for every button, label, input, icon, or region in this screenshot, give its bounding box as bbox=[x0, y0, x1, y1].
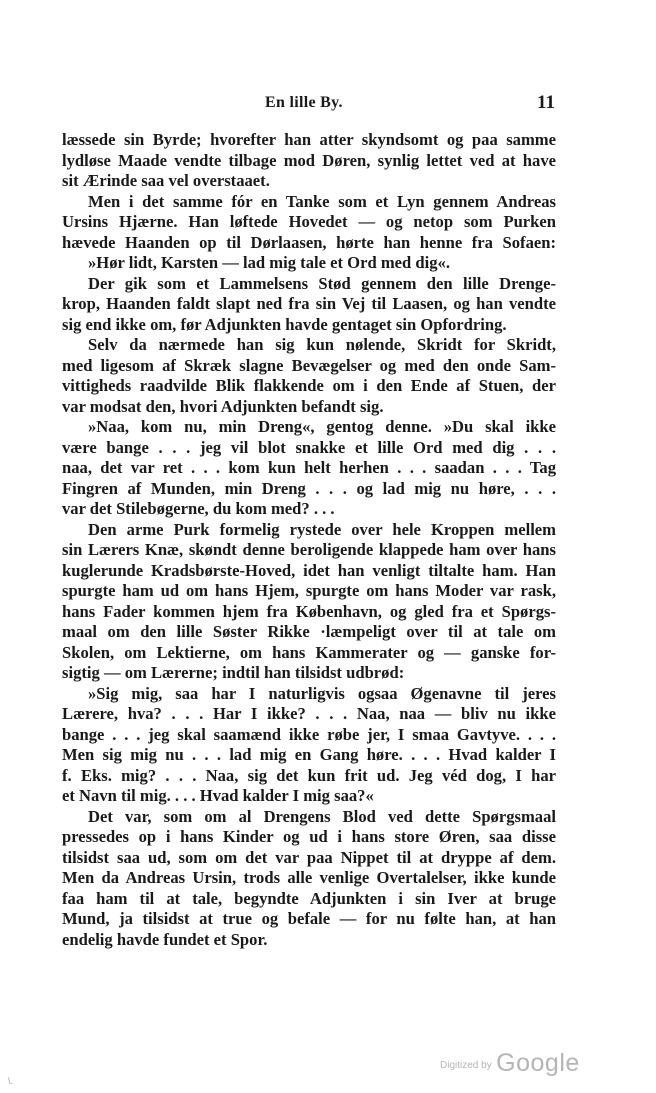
text-line: Selv da nærmede han sig kun nølende, Skridt for Skridt, bbox=[88, 335, 556, 354]
text-line: sit Ærinde saa vel overstaaet. bbox=[62, 171, 270, 190]
text-line: være bange . . . jeg vil blot snakke et lille Ord med dig . . . bbox=[62, 437, 556, 457]
google-logo: Google bbox=[496, 1049, 580, 1077]
text-line: naa, det var ret . . . kom kun helt herhen . . . saadan . . . Tag bbox=[62, 458, 556, 477]
digitized-prefix: Digitized by bbox=[440, 1060, 492, 1071]
running-title: En lille By. bbox=[265, 94, 343, 111]
text-line: pressedes op i hans Kinder og ud i hans store Øren, saa disse bbox=[62, 827, 556, 846]
text-line: »Hør lidt, Karsten — lad mig tale et Ord med dig«. bbox=[88, 253, 450, 272]
body-text bbox=[62, 130, 556, 950]
text-line: »Sig mig, saa har I naturligvis ogsaa Øgenavne til jeres bbox=[88, 683, 556, 703]
text-line: Det var, som om al Drengens Blod ved dette Spørgsmaal bbox=[88, 806, 556, 826]
text-line: hævede Haanden op til Dørlaasen, hørte han henne fra Sofaen: bbox=[62, 232, 556, 252]
text-line: var det Stilebøgerne, du kom med? . . . bbox=[62, 499, 335, 518]
text-line: kuglerunde Kradsbørste-Hoved, idet han venligt tiltalte ham. Han bbox=[62, 560, 556, 580]
text-line: Lærere, hva? . . . Har I ikke? . . . Naa, naa — bliv nu ikke bbox=[62, 704, 556, 723]
text-line: lydløse Maade vendte tilbage mod Døren, synlig lettet ved at have bbox=[62, 150, 556, 170]
text-line: var modsat den, hvori Adjunkten befandt sig. bbox=[62, 396, 384, 416]
text-line: endelig havde fundet et Spor. bbox=[62, 929, 268, 949]
text-line: spurgte ham ud om hans Hjem, spurgte om hans Moder var rask, bbox=[62, 581, 556, 600]
text-line: bange . . . jeg skal saamænd ikke røbe jer, I smaa Gavtyve. . . . bbox=[62, 724, 556, 744]
text-line: Den arme Purk formelig rystede over hele Kroppen mellem bbox=[88, 519, 556, 539]
text-line: med ligesom af Skræk slagne Bevægelser og med den onde Sam- bbox=[62, 355, 556, 375]
text-line: Der gik som et Lammelsens Stød gennem den lille Drenge- bbox=[88, 273, 556, 293]
text-line: læssede sin Byrde; hvorefter han atter skyndsomt og paa samme bbox=[62, 130, 556, 149]
text-line: maal om den lille Søster Rikke ·læmpeligt over til at tale om bbox=[62, 622, 556, 641]
text-line: »Naa, kom nu, min Dreng«, gentog denne. »Du skal ikke bbox=[88, 417, 556, 436]
text-line: tilsidst saa ud, som om det var paa Nippet til at dryppe af dem. bbox=[62, 847, 556, 867]
text-line: Skolen, om Lektierne, om hans Kammerater og — ganske for- bbox=[62, 642, 556, 662]
text-line: Mund, ja tilsidst at true og befale — for nu følte han, at han bbox=[62, 909, 556, 928]
text-line: faa ham til at tale, begyndte Adjunkten i sin Iver at bruge bbox=[62, 888, 556, 908]
text-line: f. Eks. mig? . . . Naa, sig det kun frit ud. Jeg véd dog, I har bbox=[62, 765, 556, 785]
text-line: Men sig mig nu . . . lad mig en Gang høre. . . . Hvad kalder I bbox=[62, 745, 556, 764]
text-line: sin Lærers Knæ, skøndt denne beroligende klappede ham over hans bbox=[62, 540, 556, 559]
text-line: sig end ikke om, før Adjunkten havde gentaget sin Opfordring. bbox=[62, 314, 507, 334]
text-line: Ursins Hjærne. Han løftede Hovedet — og netop som Purken bbox=[62, 212, 556, 231]
page-number: 11 bbox=[537, 92, 555, 113]
text-line: hans Fader kommen hjem fra København, og gled fra et Spørgs- bbox=[62, 601, 556, 621]
text-line: Fingren af Munden, min Dreng . . . og lad mig nu høre, . . . bbox=[62, 478, 556, 498]
text-line: Men i det samme fór en Tanke som et Lyn gennem Andreas bbox=[88, 191, 556, 211]
text-line: sigtig — om Lærerne; indtil han tilsidst udbrød: bbox=[62, 663, 405, 682]
text-line: Men da Andreas Ursin, trods alle venlige Overtalelser, ikke kunde bbox=[62, 868, 556, 887]
text-line: krop, Haanden faldt slapt ned fra sin Vej til Laasen, og han vendte bbox=[62, 294, 556, 313]
text-line: vittigheds raadvilde Blik flakkende om i den Ende af Stuen, der bbox=[62, 376, 556, 395]
text-line: et Navn til mig. . . . Hvad kalder I mig saa?« bbox=[62, 786, 374, 805]
scan-mark: \. bbox=[8, 1076, 14, 1086]
digitized-watermark bbox=[440, 1049, 580, 1078]
